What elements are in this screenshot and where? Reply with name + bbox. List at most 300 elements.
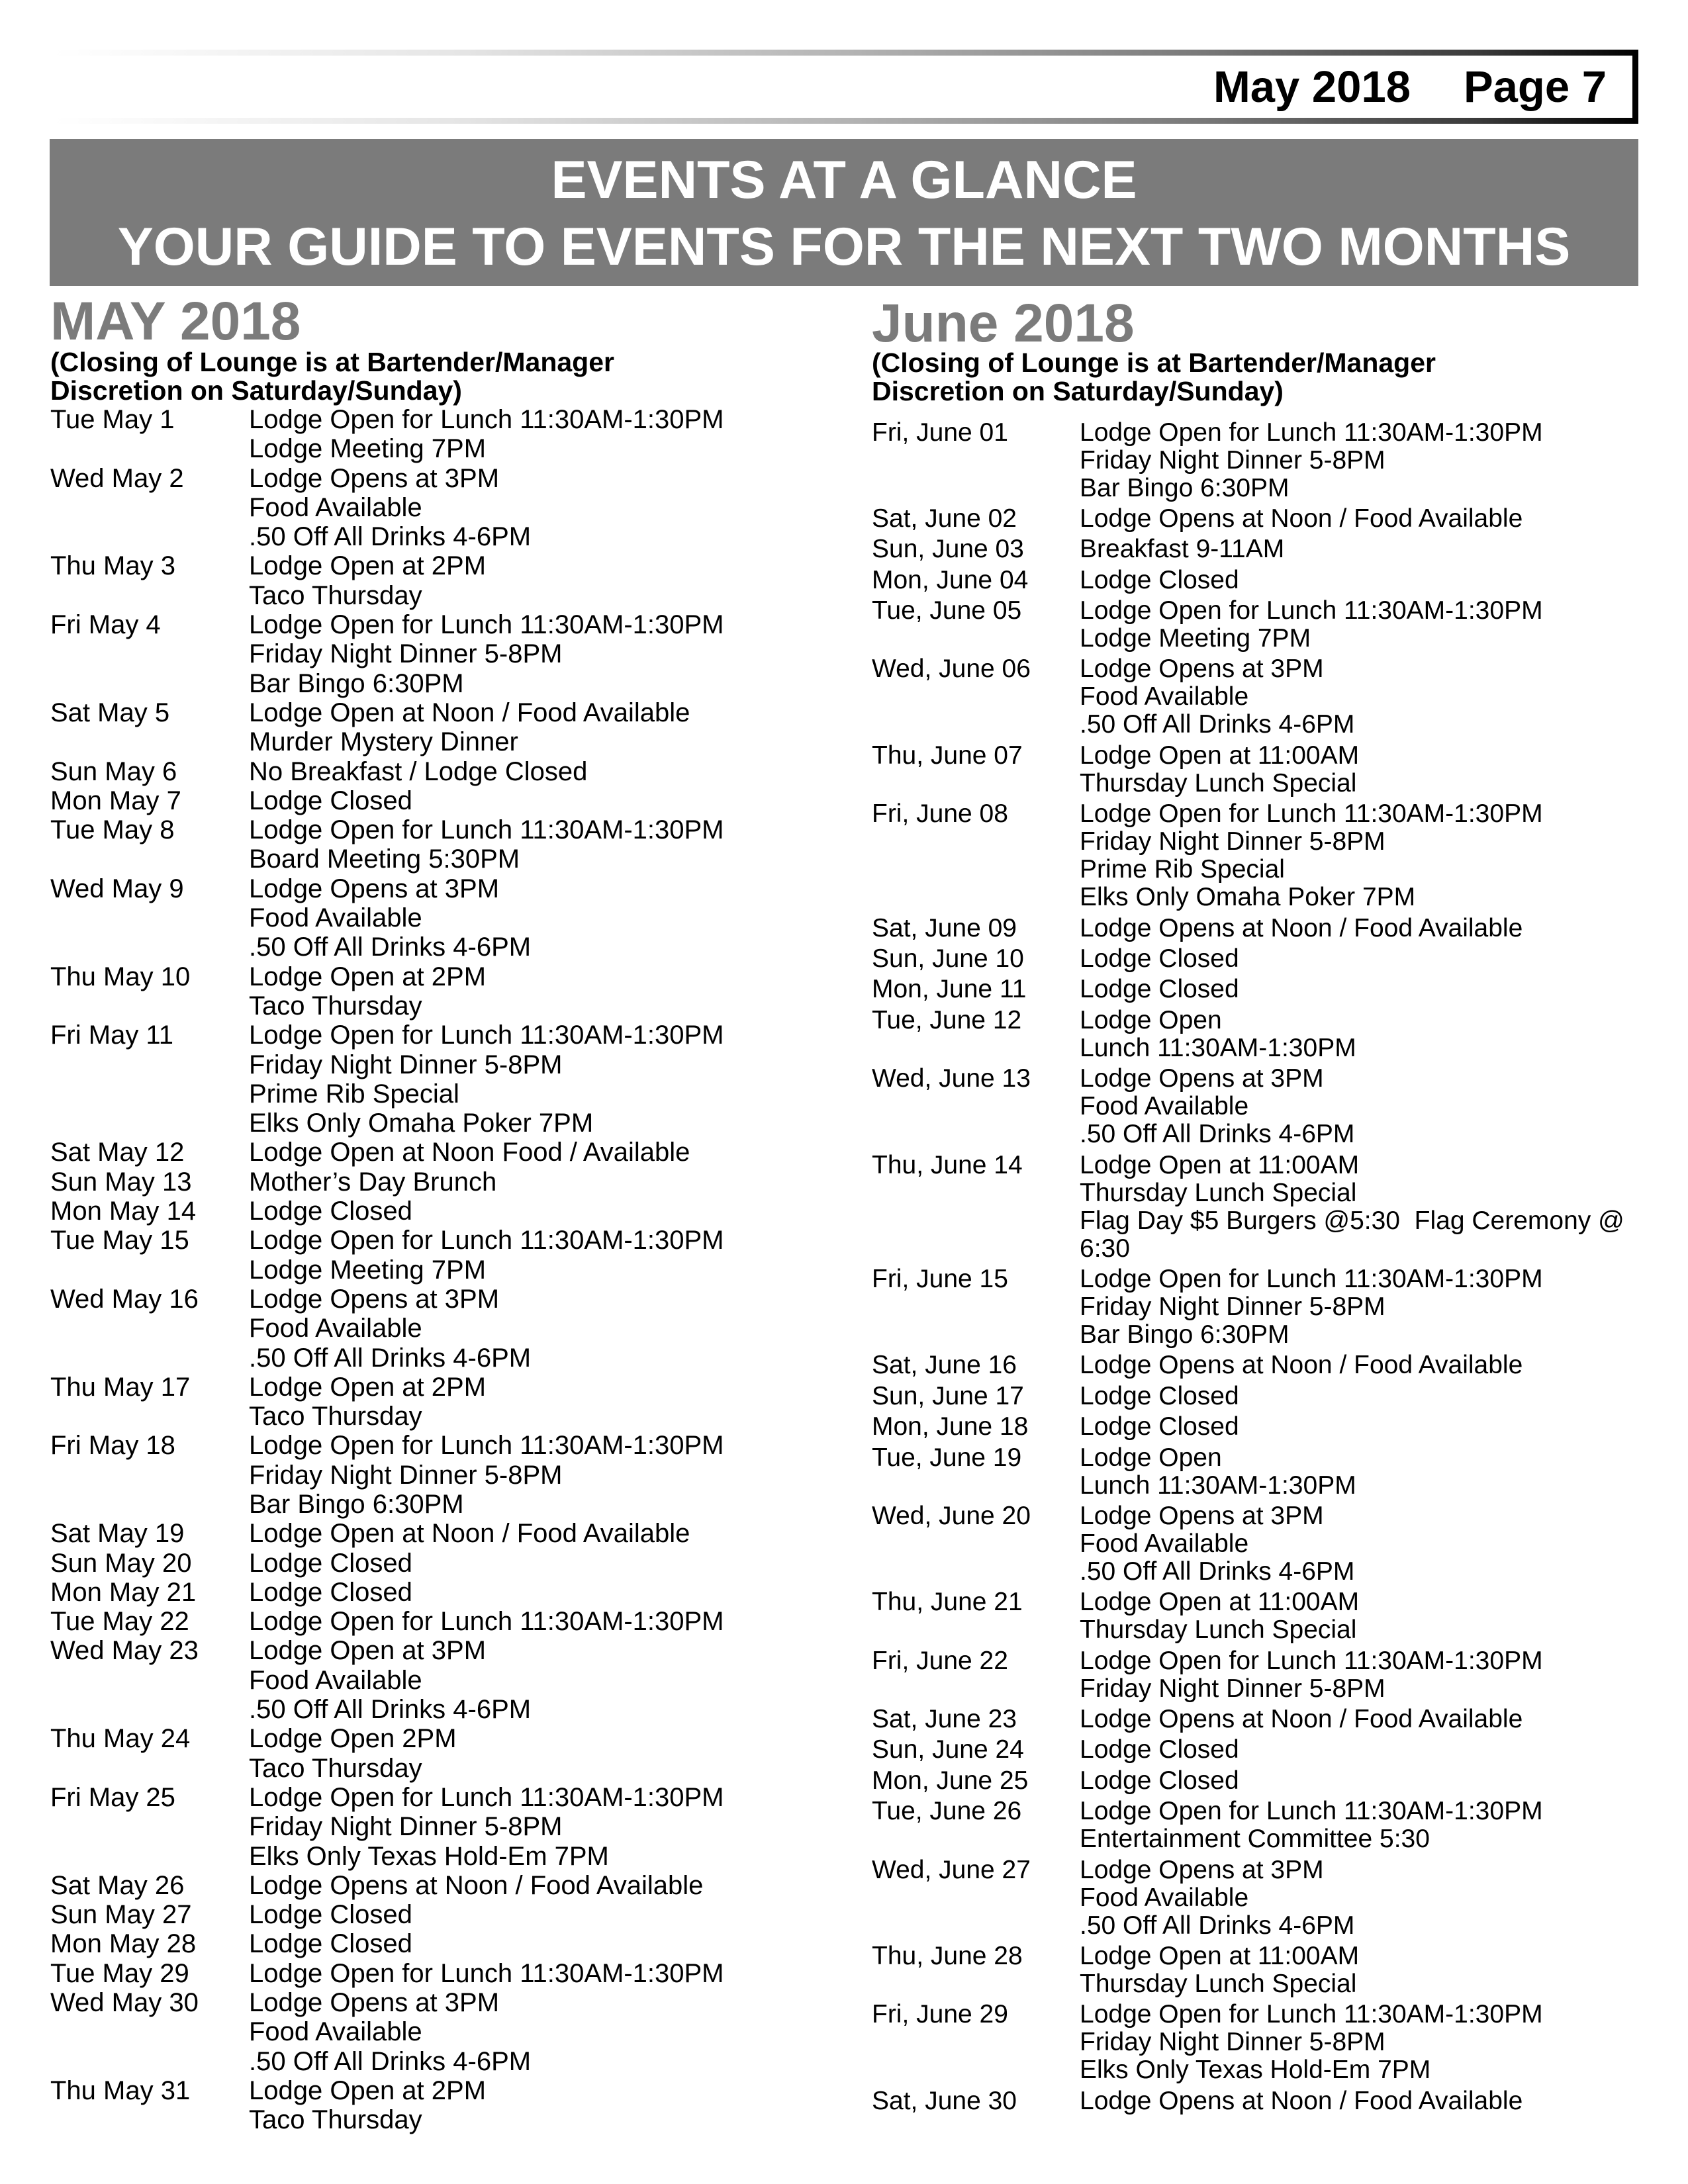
event-line: Lodge Opens at Noon / Food Available — [1080, 1705, 1523, 1734]
event-line: Thursday Lunch Special — [1080, 768, 1357, 797]
entry-events — [1080, 1351, 1629, 1379]
event-entry — [50, 464, 831, 552]
entry-events — [1080, 535, 1629, 563]
event-line: Lodge Open — [1080, 1443, 1222, 1472]
header-top-rule — [53, 50, 1638, 56]
entry-date: Sat May 26 — [50, 1870, 185, 1900]
entry-events — [249, 815, 818, 874]
event-line: Lodge Open for Lunch 11:30AM-1:30PM — [1080, 2000, 1543, 2029]
entry-date: Tue, June 05 — [872, 596, 1022, 625]
entry-date: Thu May 24 — [50, 1724, 191, 1754]
event-entry — [872, 1007, 1653, 1062]
entry-events — [1080, 419, 1629, 502]
entry-events — [249, 1959, 818, 1988]
event-entry — [50, 2076, 831, 2135]
event-line: Lodge Opens at Noon / Food Available — [1080, 913, 1523, 942]
entry-date: Sun May 20 — [50, 1548, 192, 1578]
entry-date: Sun May 6 — [50, 756, 177, 786]
event-line: Taco Thursday — [249, 580, 422, 610]
entry-date: Thu May 31 — [50, 2075, 191, 2105]
event-entry — [872, 1351, 1653, 1379]
event-entry — [872, 1767, 1653, 1795]
entry-events — [1080, 1413, 1629, 1441]
entry-events — [249, 1519, 818, 1548]
entry-events — [249, 1167, 818, 1197]
event-line: Friday Night Dinner 5-8PM — [249, 639, 563, 669]
event-line: Bar Bingo 6:30PM — [1080, 1320, 1289, 1349]
entry-date: Sat May 5 — [50, 698, 170, 727]
event-line: Lodge Open at 2PM — [249, 551, 487, 581]
entry-events — [1080, 945, 1629, 973]
event-entry — [50, 1578, 831, 1607]
entry-date: Sun, June 10 — [872, 944, 1024, 974]
event-line: Lodge Open at Noon / Food Available — [249, 698, 690, 727]
entry-date: Wed May 2 — [50, 463, 184, 493]
entry-events — [1080, 976, 1629, 1003]
entry-events — [1080, 1706, 1629, 1733]
event-line: Bar Bingo 6:30PM — [1080, 473, 1289, 502]
entry-date: Sat, June 02 — [872, 504, 1017, 533]
event-line: Food Available — [249, 1314, 422, 1343]
event-line: .50 Off All Drinks 4-6PM — [249, 522, 532, 552]
event-line: Lodge Open for Lunch 11:30AM-1:30PM — [249, 1226, 724, 1255]
entry-events — [1080, 2087, 1629, 2115]
entry-events — [249, 610, 818, 698]
entry-events — [249, 1607, 818, 1636]
entry-date: Mon May 14 — [50, 1197, 197, 1226]
event-line: Lodge Open for Lunch 11:30AM-1:30PM — [249, 1958, 724, 1988]
event-line: Lodge Open for Lunch 11:30AM-1:30PM — [1080, 799, 1543, 829]
event-entry — [872, 1706, 1653, 1733]
entry-events — [1080, 1797, 1629, 1853]
entry-date: Wed, June 20 — [872, 1501, 1031, 1530]
title-banner — [50, 139, 1638, 286]
event-entry — [50, 1138, 831, 1167]
entry-events — [1080, 1383, 1629, 1410]
entry-events — [1080, 1150, 1632, 1263]
entry-events — [249, 1724, 818, 1783]
entry-date: Thu, June 21 — [872, 1588, 1023, 1617]
event-line: Taco Thursday — [249, 1753, 422, 1783]
event-line: Friday Night Dinner 5-8PM — [249, 1812, 563, 1842]
event-entry — [50, 698, 831, 757]
event-line: Lodge Open at 11:00AM — [1080, 1588, 1360, 1617]
lounge-note-line-2: Discretion on Saturday/Sunday) — [50, 375, 462, 406]
event-line: Lodge Closed — [1080, 1412, 1239, 1441]
event-line: Friday Night Dinner 5-8PM — [1080, 445, 1385, 475]
event-entry — [50, 1988, 831, 2076]
entry-events — [249, 1871, 818, 1900]
event-line: Friday Night Dinner 5-8PM — [249, 1050, 563, 1079]
event-line: Food Available — [249, 1665, 422, 1695]
entry-events — [1080, 1588, 1629, 1644]
event-line: Prime Rib Special — [1080, 855, 1285, 884]
entry-events — [1080, 800, 1629, 911]
entry-date: Sat, June 09 — [872, 913, 1017, 942]
event-line: Friday Night Dinner 5-8PM — [1080, 1292, 1385, 1321]
event-entry — [50, 1871, 831, 1900]
event-line: Lodge Open for Lunch 11:30AM-1:30PM — [1080, 1646, 1543, 1675]
event-entry — [50, 815, 831, 874]
entry-events — [249, 464, 818, 552]
banner-subtitle: YOUR GUIDE TO EVENTS FOR THE NEXT TWO MONTHS — [117, 217, 1571, 277]
event-line: Elks Only Texas Hold-Em 7PM — [249, 1841, 609, 1871]
event-entry — [872, 1797, 1653, 1853]
event-line: Elks Only Texas Hold-Em 7PM — [1080, 2056, 1431, 2085]
entry-date: Wed May 9 — [50, 874, 184, 903]
entry-events — [249, 1636, 818, 1724]
event-line: Food Available — [1080, 682, 1249, 711]
entry-events — [249, 1021, 818, 1138]
event-entry — [872, 597, 1653, 653]
event-entry — [50, 551, 831, 610]
event-line: Friday Night Dinner 5-8PM — [1080, 2028, 1385, 2057]
entry-date: Wed, June 27 — [872, 1855, 1031, 1884]
event-line: Lodge Open at 2PM — [249, 1372, 487, 1402]
event-line: Lodge Closed — [249, 1548, 412, 1578]
event-line: Taco Thursday — [249, 2105, 422, 2135]
entry-events — [1080, 1265, 1629, 1349]
event-line: Lodge Closed — [249, 1577, 412, 1607]
month-title: June 2018 — [872, 293, 1135, 353]
event-list — [872, 419, 1653, 2115]
entry-events — [249, 786, 818, 815]
event-line: Lodge Opens at Noon / Food Available — [1080, 2086, 1523, 2115]
event-entry — [872, 1265, 1653, 1349]
entry-date: Sun, June 03 — [872, 535, 1024, 564]
event-entry — [872, 1383, 1653, 1410]
entry-date: Thu May 10 — [50, 962, 191, 991]
event-entry — [872, 535, 1653, 563]
event-entry — [50, 1373, 831, 1432]
entry-date: Fri, June 22 — [872, 1646, 1008, 1675]
event-line: Lodge Opens at 3PM — [249, 1988, 500, 2018]
lounge-note-line-1: (Closing of Lounge is at Bartender/Manager — [50, 347, 614, 377]
event-line: Lodge Open for Lunch 11:30AM-1:30PM — [1080, 596, 1543, 625]
entry-events — [1080, 1856, 1629, 1940]
event-entry — [872, 505, 1653, 533]
event-line: Lodge Open for Lunch 11:30AM-1:30PM — [249, 1431, 724, 1461]
entry-date: Wed May 30 — [50, 1988, 199, 2018]
entry-events — [1080, 655, 1629, 739]
event-line: Lodge Open for Lunch 11:30AM-1:30PM — [249, 1021, 724, 1050]
event-line: Lodge Open at Noon Food / Available — [249, 1138, 690, 1167]
event-line: Lodge Closed — [249, 1929, 412, 1959]
event-entry — [872, 1502, 1653, 1586]
banner-title: EVENTS AT A GLANCE — [551, 150, 1137, 210]
entry-events — [1080, 1942, 1629, 1998]
event-line: Elks Only Omaha Poker 7PM — [249, 1109, 594, 1138]
event-line: Food Available — [1080, 1092, 1249, 1121]
event-line: .50 Off All Drinks 4-6PM — [249, 2046, 532, 2076]
event-line: Thursday Lunch Special — [1080, 1970, 1357, 1999]
event-line: Lodge Open for Lunch 11:30AM-1:30PM — [249, 405, 724, 434]
entry-events — [249, 1900, 818, 1929]
entry-events — [249, 2076, 818, 2135]
header-right-rule — [1632, 50, 1638, 124]
entry-events — [249, 1929, 818, 1958]
event-line: Bar Bingo 6:30PM — [249, 1489, 464, 1519]
event-line: Breakfast 9-11AM — [1080, 535, 1285, 564]
entry-events — [1080, 1065, 1629, 1148]
event-line: Lodge Meeting 7PM — [249, 434, 487, 464]
event-entry — [50, 1607, 831, 1636]
event-line: Lodge Meeting 7PM — [249, 1255, 487, 1285]
entry-date: Sat, June 23 — [872, 1705, 1017, 1734]
event-line: Lodge Open for Lunch 11:30AM-1:30PM — [249, 610, 724, 640]
event-line: No Breakfast / Lodge Closed — [249, 756, 588, 786]
event-line: Lodge Opens at Noon / Food Available — [1080, 504, 1523, 533]
event-entry — [872, 945, 1653, 973]
page-header — [1213, 61, 1607, 114]
event-line: .50 Off All Drinks 4-6PM — [249, 1343, 532, 1373]
event-line: Food Available — [249, 2017, 422, 2047]
event-entry — [50, 1929, 831, 1958]
event-line: Lodge Open — [1080, 1005, 1222, 1034]
event-entry — [50, 1167, 831, 1197]
event-entry — [50, 1285, 831, 1373]
event-entry — [50, 405, 831, 464]
entry-date: Sun, June 24 — [872, 1735, 1024, 1764]
event-line: .50 Off All Drinks 4-6PM — [249, 1695, 532, 1725]
entry-events — [1080, 742, 1629, 797]
event-entry — [50, 786, 831, 815]
event-entry — [872, 800, 1653, 911]
entry-date: Thu, June 07 — [872, 741, 1023, 770]
entry-date: Sun May 27 — [50, 1900, 192, 1930]
event-entry — [872, 742, 1653, 797]
event-entry — [872, 976, 1653, 1003]
entry-date: Sun, June 17 — [872, 1381, 1024, 1410]
event-line: Lodge Open for Lunch 11:30AM-1:30PM — [1080, 1264, 1543, 1293]
event-entry — [872, 1413, 1653, 1441]
event-entry — [872, 1152, 1653, 1263]
event-line: Lodge Open at 11:00AM — [1080, 1942, 1360, 1971]
event-entry — [50, 962, 831, 1021]
event-line: Friday Night Dinner 5-8PM — [1080, 827, 1385, 856]
month-column-june — [872, 293, 1653, 2115]
lounge-note-line-1: (Closing of Lounge is at Bartender/Manager — [872, 347, 1436, 378]
event-line: Entertainment Committee 5:30 — [1080, 1825, 1430, 1854]
entry-date: Thu, June 14 — [872, 1150, 1023, 1179]
entry-date: Tue May 15 — [50, 1226, 189, 1255]
event-entry — [872, 1065, 1653, 1148]
entry-events — [249, 1226, 818, 1285]
event-line: .50 Off All Drinks 4-6PM — [1080, 1120, 1355, 1149]
event-entry — [872, 1942, 1653, 1998]
entry-date: Mon, June 04 — [872, 565, 1029, 594]
header-bottom-rule — [53, 118, 1638, 124]
entry-events — [249, 1988, 818, 2076]
entry-date: Fri, June 08 — [872, 799, 1008, 829]
entry-date: Tue May 1 — [50, 405, 175, 434]
event-line: Food Available — [1080, 1883, 1249, 1912]
event-line: Bar Bingo 6:30PM — [249, 668, 464, 698]
event-line: Lodge Open at 11:00AM — [1080, 1150, 1360, 1179]
event-line: Lodge Open at 11:00AM — [1080, 741, 1360, 770]
event-list — [50, 405, 831, 2135]
event-entry — [872, 419, 1653, 502]
month-title: MAY 2018 — [50, 291, 301, 351]
entry-date: Fri, June 29 — [872, 2000, 1008, 2029]
event-line: Murder Mystery Dinner — [249, 727, 518, 757]
event-line: .50 Off All Drinks 4-6PM — [249, 933, 532, 962]
entry-events — [249, 1783, 818, 1871]
event-line: Lodge Closed — [1080, 1381, 1239, 1410]
entry-events — [1080, 1502, 1629, 1586]
event-line: Mother’s Day Brunch — [249, 1167, 497, 1197]
entry-events — [249, 1138, 818, 1167]
event-entry — [50, 610, 831, 698]
entry-events — [249, 1578, 818, 1607]
event-line: Lodge Closed — [249, 1197, 412, 1226]
entry-date: Thu May 17 — [50, 1372, 191, 1402]
event-line: Lodge Open at 2PM — [249, 962, 487, 991]
event-line: Lodge Opens at 3PM — [1080, 1501, 1324, 1530]
event-line: Food Available — [249, 492, 422, 522]
entry-date: Tue, June 26 — [872, 1797, 1022, 1826]
event-entry — [50, 1636, 831, 1724]
entry-date: Mon, June 18 — [872, 1412, 1029, 1441]
event-line: Lodge Open for Lunch 11:30AM-1:30PM — [1080, 418, 1543, 447]
event-line: Food Available — [1080, 1529, 1249, 1558]
event-entry — [50, 1900, 831, 1929]
entry-date: Wed, June 13 — [872, 1064, 1031, 1093]
event-line: Lodge Closed — [1080, 944, 1239, 974]
event-line: Lodge Closed — [1080, 1766, 1239, 1795]
event-line: .50 Off All Drinks 4-6PM — [1080, 1557, 1355, 1586]
event-line: Board Meeting 5:30PM — [249, 844, 520, 874]
entry-events — [249, 1197, 818, 1226]
entry-date: Sun May 13 — [50, 1167, 192, 1197]
event-line: Lodge Closed — [249, 1900, 412, 1930]
entry-date: Tue May 8 — [50, 815, 175, 845]
page-number: Page 7 — [1463, 62, 1607, 112]
event-entry — [50, 1226, 831, 1285]
event-line: .50 Off All Drinks 4-6PM — [1080, 1911, 1355, 1940]
event-line: Lodge Opens at 3PM — [1080, 655, 1324, 684]
entry-events — [1080, 597, 1629, 653]
entry-date: Fri May 4 — [50, 610, 161, 640]
entry-date: Fri, June 15 — [872, 1264, 1008, 1293]
entry-date: Wed May 23 — [50, 1636, 199, 1666]
entry-events — [1080, 2001, 1629, 2084]
event-line: Thursday Lunch Special — [1080, 1615, 1357, 1645]
entry-date: Fri May 25 — [50, 1782, 175, 1812]
entry-events — [249, 962, 818, 1021]
entry-date: Thu, June 28 — [872, 1942, 1023, 1971]
event-line: Lodge Open at 2PM — [249, 2075, 487, 2105]
event-line: Taco Thursday — [249, 1402, 422, 1432]
event-line: Lodge Opens at 3PM — [249, 1284, 500, 1314]
issue-label: May 2018 — [1213, 62, 1411, 112]
event-line: Friday Night Dinner 5-8PM — [1080, 1674, 1385, 1703]
entry-events — [249, 551, 818, 610]
entry-events — [1080, 1444, 1629, 1500]
event-line: Lodge Open for Lunch 11:30AM-1:30PM — [249, 815, 724, 845]
event-line: Lodge Opens at 3PM — [249, 463, 500, 493]
entry-events — [249, 405, 818, 464]
entry-date: Tue, June 12 — [872, 1005, 1022, 1034]
event-line: Lodge Closed — [1080, 975, 1239, 1004]
entry-date: Fri May 11 — [50, 1021, 173, 1050]
event-line: Lunch 11:30AM-1:30PM — [1080, 1471, 1356, 1500]
event-line: Lodge Open for Lunch 11:30AM-1:30PM — [249, 1607, 724, 1637]
entry-events — [1080, 1767, 1629, 1795]
entry-date: Sat, June 30 — [872, 2086, 1017, 2115]
event-entry — [872, 1856, 1653, 1940]
entry-events — [249, 1285, 818, 1373]
entry-events — [1080, 1647, 1629, 1703]
event-line: .50 Off All Drinks 4-6PM — [1080, 710, 1355, 739]
event-entry — [50, 1959, 831, 1988]
event-line: Taco Thursday — [249, 991, 422, 1021]
entry-date: Tue, June 19 — [872, 1443, 1022, 1472]
event-entry — [872, 1736, 1653, 1764]
entry-date: Wed May 16 — [50, 1284, 199, 1314]
entry-events — [249, 1549, 818, 1578]
event-line: Lodge Open at Noon / Food Available — [249, 1519, 690, 1549]
event-line: Lodge Closed — [1080, 1735, 1239, 1764]
event-line: Lodge Open 2PM — [249, 1724, 457, 1754]
event-line: Lodge Open for Lunch 11:30AM-1:30PM — [1080, 1797, 1543, 1826]
entry-date: Sat May 12 — [50, 1138, 185, 1167]
entry-date: Mon, June 25 — [872, 1766, 1029, 1795]
event-entry — [50, 1021, 831, 1138]
event-entry — [50, 1519, 831, 1548]
entry-date: Mon, June 11 — [872, 975, 1027, 1004]
event-entry — [872, 1588, 1653, 1644]
event-line: Lodge Opens at Noon / Food Available — [249, 1870, 704, 1900]
event-entry — [872, 655, 1653, 739]
entry-events — [1080, 505, 1629, 533]
entry-events — [1080, 1007, 1629, 1062]
event-entry — [872, 915, 1653, 942]
entry-date: Sat, June 16 — [872, 1351, 1017, 1380]
event-line: Lodge Closed — [1080, 565, 1239, 594]
event-entry — [50, 1549, 831, 1578]
entry-date: Mon May 21 — [50, 1577, 197, 1607]
entry-date: Fri, June 01 — [872, 418, 1008, 447]
lounge-note-line-2: Discretion on Saturday/Sunday) — [872, 376, 1284, 406]
event-line: Prime Rib Special — [249, 1079, 459, 1109]
event-line: Lodge Closed — [249, 786, 412, 815]
event-entry — [872, 1444, 1653, 1500]
event-entry — [872, 567, 1653, 594]
event-line: Lodge Opens at 3PM — [249, 874, 500, 903]
month-column-may — [50, 291, 831, 2135]
entry-events — [1080, 567, 1629, 594]
entry-events — [249, 698, 818, 757]
entry-events — [249, 1431, 818, 1519]
event-entry — [50, 1431, 831, 1519]
event-entry — [872, 2001, 1653, 2084]
event-entry — [872, 2087, 1653, 2115]
event-entry — [50, 1783, 831, 1871]
entry-events — [249, 1373, 818, 1432]
event-line: Food Available — [249, 903, 422, 933]
entry-date: Fri May 18 — [50, 1431, 175, 1461]
entry-date: Sat May 19 — [50, 1519, 185, 1549]
event-line: Elks Only Omaha Poker 7PM — [1080, 883, 1416, 912]
event-line: Lodge Meeting 7PM — [1080, 624, 1311, 653]
event-line: Flag Day $5 Burgers @5:30 Flag Ceremony @ 6:30 — [1080, 1206, 1632, 1263]
entry-date: Mon May 7 — [50, 786, 181, 815]
event-entry — [50, 874, 831, 962]
entry-date: Tue May 29 — [50, 1958, 189, 1988]
event-entry — [50, 757, 831, 786]
event-entry — [50, 1724, 831, 1783]
